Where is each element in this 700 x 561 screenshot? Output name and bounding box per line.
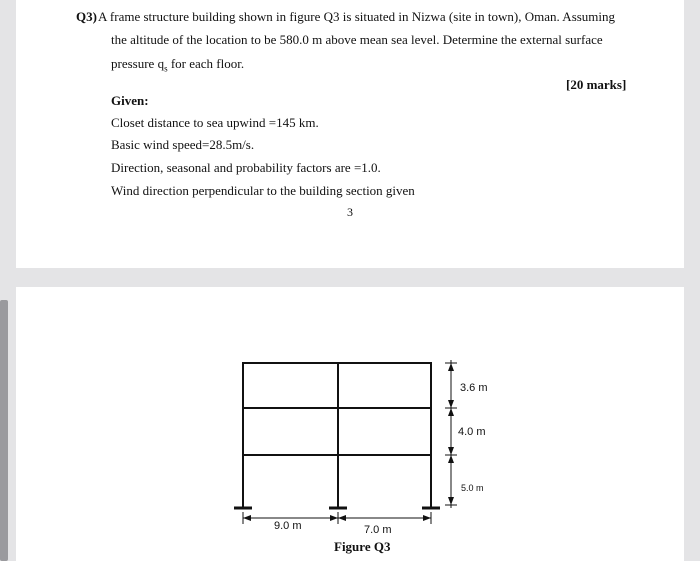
marks-label: [20 marks] — [566, 77, 627, 92]
dimension-arrow — [448, 363, 454, 371]
page-number: 3 — [347, 205, 353, 219]
dimension-arrow — [330, 515, 338, 521]
dimension-arrow — [448, 455, 454, 463]
given-heading: Given: — [111, 93, 149, 108]
dimension-arrow — [448, 400, 454, 408]
question-line-1: A frame structure building shown in figure Q3 is situated in Nizwa (site in town), Oman. Assuming — [98, 9, 616, 24]
dim-label-storey-top: 3.6 m — [460, 382, 488, 394]
question-number: Q3) — [76, 9, 97, 24]
dim-label-storey-middle: 4.0 m — [458, 426, 486, 438]
given-item: Direction, seasonal and probability factors are =1.0. — [111, 160, 381, 175]
given-item: Basic wind speed=28.5m/s. — [111, 137, 255, 152]
figure-caption: Figure Q3 — [334, 539, 391, 554]
given-item: Closet distance to sea upwind =145 km. — [111, 115, 319, 130]
dim-label-bay-2: 7.0 m — [364, 524, 392, 536]
question-line-2: the altitude of the location to be 580.0 m above mean sea level. Determine the external surface — [111, 32, 603, 47]
dimension-arrow — [338, 515, 346, 521]
dimension-arrow — [448, 447, 454, 455]
dimension-arrow — [423, 515, 431, 521]
dimension-arrow — [448, 408, 454, 416]
question-line-3: pressure $q_s$ for each floor. — [111, 56, 245, 74]
dimension-arrow — [243, 515, 251, 521]
dim-label-storey-bottom: 5.0 m — [461, 483, 484, 493]
given-item: Wind direction perpendicular to the building section given — [111, 183, 415, 198]
dimension-arrow — [448, 497, 454, 505]
dim-label-bay-1: 9.0 m — [274, 520, 302, 532]
